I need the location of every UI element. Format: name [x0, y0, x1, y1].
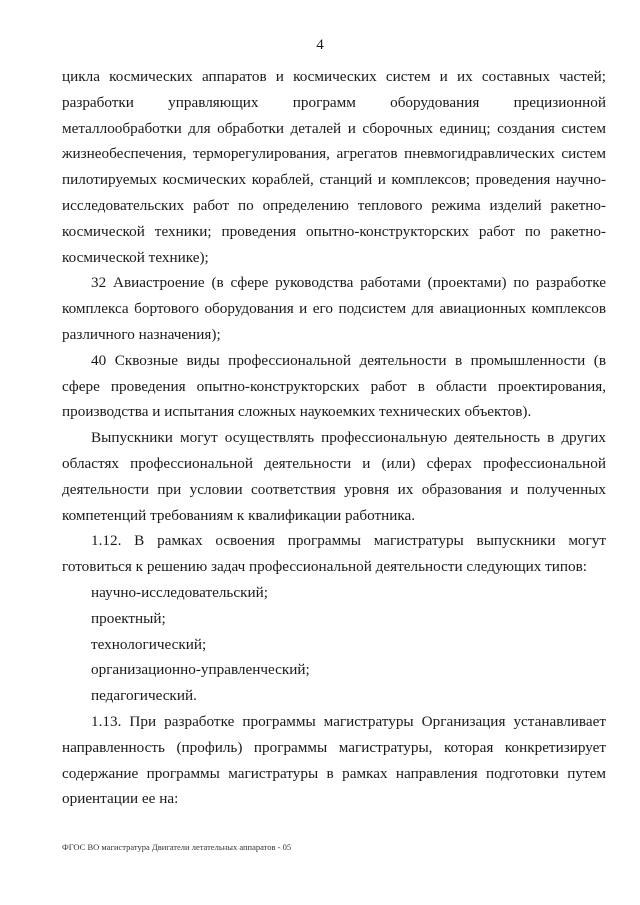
list-item: проектный; — [91, 609, 166, 627]
paragraph-aircraft-building: 32 Авиастроение (в сфере руководства работами (проектами) по разработке комплекса бортового оборудования и его подсистем для авиационных комплексов различного назначения); — [62, 274, 606, 343]
document-body — [62, 64, 606, 812]
page-footer: ФГОС ВО магистратура Двигатели летательных аппаратов - 05 — [62, 842, 292, 852]
paragraph-cross-cutting-activities: 40 Сквозные виды профессиональной деятельности в промышленности (в сфере проведения опытно-конструкторских работ в области проектирования, производства и испытания сложных наукоемких технических объектов). — [62, 351, 606, 421]
paragraph-1-12: 1.12. В рамках освоения программы магистратуры выпускники могут готовиться к решению задач профессиональной деятельности следующих типов: — [62, 532, 606, 576]
list-item: организационно-управленческий; — [91, 661, 310, 679]
task-types-list — [62, 580, 606, 709]
page-number: 4 — [316, 37, 324, 53]
paragraph-other-areas: Выпускники могут осуществлять профессиональную деятельность в других областях профессиональной деятельности и (или) сферах профессиональной деятельности при условии соответствия уровня их образования и полученных компетенций требованиям к квалификации работника. — [62, 429, 606, 524]
list-item: педагогический. — [91, 687, 197, 705]
list-item: научно-исследовательский; — [91, 583, 268, 601]
paragraph-1-13: 1.13. При разработке программы магистратуры Организация устанавливает направленность (профиль) программы магистратуры, которая конкретизирует содержание программы магистратуры в рамках направления подготовки путем ориентации ее на: — [62, 712, 606, 808]
list-item: технологический; — [91, 635, 207, 653]
paragraph-continuation: цикла космических аппаратов и космических систем и их составных частей; разработки управляющих программ оборудования прецизионной металлообработки для обработки деталей и сборочных единиц; создания систем жизнеобеспечения, терморегулирования, агрегатов пневмогидравлических систем пилотируемых космических кораблей, станций и комплексов; проведения научно-исследовательских работ по определению теплового режима изделий ракетно-космической техники; проведения опытно-конструкторских работ по ракетно-космической технике); — [62, 68, 606, 266]
